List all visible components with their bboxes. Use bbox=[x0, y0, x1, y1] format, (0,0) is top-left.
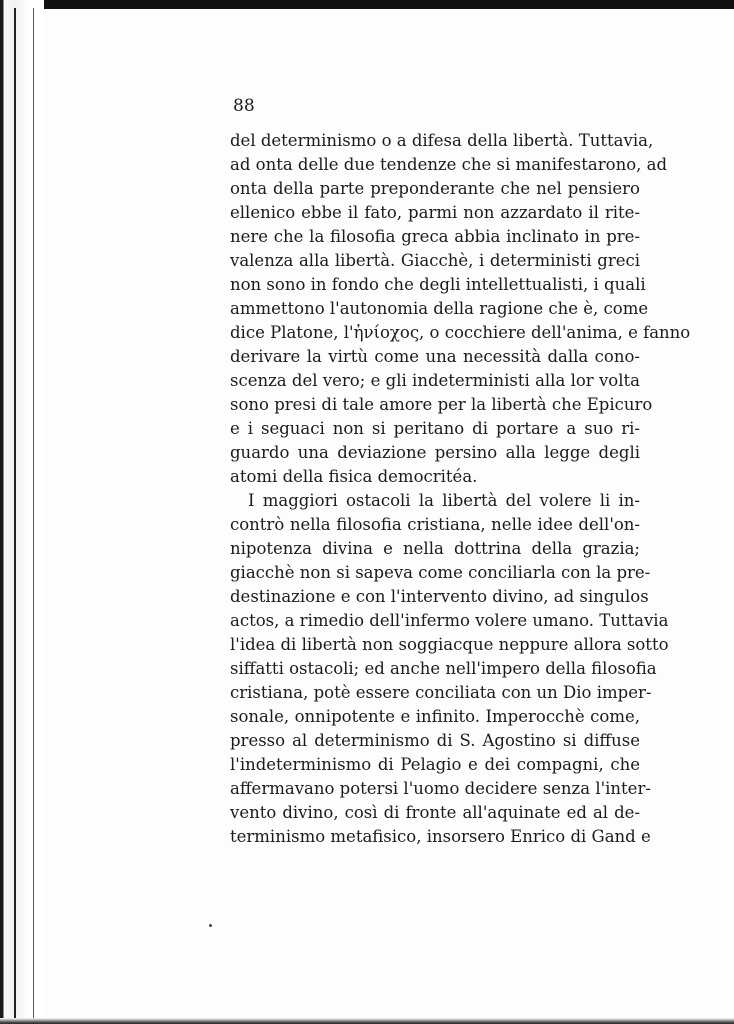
text-line: dice Platone, l'ἡνίοχος, o cocchiere dell'anima, e fanno bbox=[230, 323, 691, 342]
binding-rule bbox=[14, 8, 16, 1018]
text-line: affermavano potersi l'uomo decidere senza l'inter- bbox=[230, 779, 651, 798]
text-line: terminismo metafisico, insorsero Enrico di Gand e bbox=[230, 827, 651, 846]
text-line: scenza del vero; e gli indeterministi alla lor volta bbox=[230, 371, 640, 390]
text-line: contrò nella filosofia cristiana, nelle idee dell'on- bbox=[230, 515, 640, 534]
text-line: vento divino, così di fronte all'aquinate ed al de- bbox=[230, 803, 640, 822]
text-line: del determinismo o a difesa della libertà. Tuttavia, bbox=[230, 131, 654, 150]
text-line: non sono in fondo che degli intellettualisti, i quali bbox=[230, 275, 646, 294]
text-line: derivare la virtù come una necessità dalla cono- bbox=[230, 347, 640, 366]
text-line: sono presi di tale amore per la libertà che Epicuro bbox=[230, 395, 653, 414]
text-line: guardo una deviazione persino alla legge degli bbox=[230, 443, 640, 462]
text-line: e i seguaci non si peritano di portare a suo ri- bbox=[230, 419, 640, 438]
ink-speck bbox=[209, 924, 212, 927]
scan-top-border bbox=[0, 0, 734, 9]
binding-rule-inner bbox=[33, 8, 34, 1018]
body-text bbox=[230, 129, 691, 849]
text-line: siffatti ostacoli; ed anche nell'impero della filosofia bbox=[230, 659, 657, 678]
scan-bottom-border bbox=[0, 1018, 734, 1024]
text-line: cristiana, potè essere conciliata con un Dio imper- bbox=[230, 683, 652, 702]
text-line-paragraph-start: I maggiori ostacoli la libertà del volere li in- bbox=[248, 491, 640, 510]
text-line: ad onta delle due tendenze che si manifestarono, ad bbox=[230, 155, 668, 174]
text-line: l'indeterminismo di Pelagio e dei compagni, che bbox=[230, 755, 640, 774]
text-line: destinazione e con l'intervento divino, ad singulos bbox=[230, 587, 649, 606]
text-line: onta della parte preponderante che nel pensiero bbox=[230, 179, 640, 198]
scan-binding-edge bbox=[0, 0, 44, 1024]
text-line: giacchè non si sapeva come conciliarla con la pre- bbox=[230, 563, 651, 582]
text-line: valenza alla libertà. Giacchè, i deterministi greci bbox=[230, 251, 640, 270]
text-line: presso al determinismo di S. Agostino si diffuse bbox=[230, 731, 640, 750]
text-line-paragraph-end: atomi della fisica democritéa. bbox=[230, 467, 478, 486]
text-line: ellenico ebbe il fato, parmi non azzardato il rite- bbox=[230, 203, 640, 222]
text-line: l'idea di libertà non soggiacque neppure allora sotto bbox=[230, 635, 669, 654]
text-line: sonale, onnipotente e infinito. Imperocchè come, bbox=[230, 707, 640, 726]
page-number: 88 bbox=[233, 96, 255, 116]
text-line: nipotenza divina e nella dottrina della grazia; bbox=[230, 539, 640, 558]
text-line: actos, a rimedio dell'infermo volere umano. Tuttavia bbox=[230, 611, 669, 630]
text-line: ammettono l'autonomia della ragione che è, come bbox=[230, 299, 649, 318]
text-line: nere che la filosofia greca abbia inclinato in pre- bbox=[230, 227, 640, 246]
